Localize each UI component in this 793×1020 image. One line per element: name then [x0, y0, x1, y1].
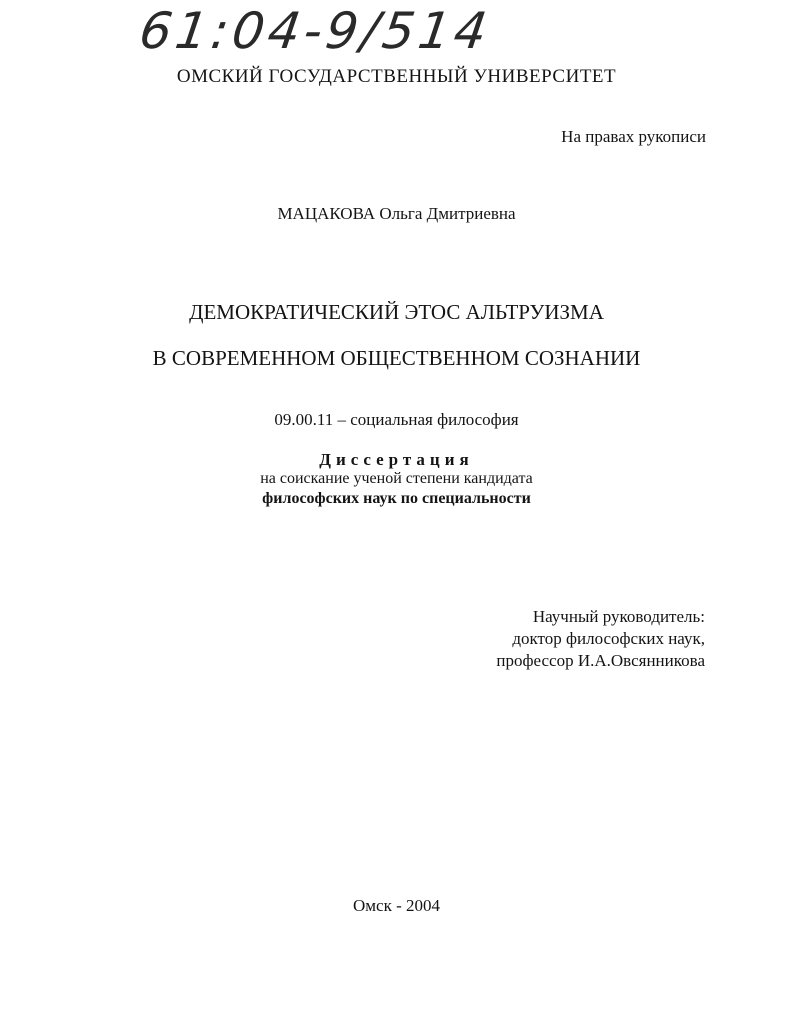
supervisor-name: профессор И.А.Овсянникова	[496, 651, 705, 670]
dissertation-title-line-2: В СОВРЕМЕННОМ ОБЩЕСТВЕННОМ СОЗНАНИИ	[152, 346, 641, 370]
specialty-code: 09.00.11 – социальная философия	[274, 410, 519, 429]
handwritten-archive-code: 61:04-9/514	[135, 2, 495, 60]
degree-line-1: на соискание ученой степени кандидата	[260, 470, 533, 487]
supervisor-label: Научный руководитель:	[532, 607, 705, 626]
dissertation-label: Диссертация	[319, 450, 474, 469]
degree-line-2: философских наук по специальности	[262, 490, 531, 507]
dissertation-title-line-1: ДЕМОКРАТИЧЕСКИЙ ЭТОС АЛЬТРУИЗМА	[189, 300, 604, 324]
city-year: Омск - 2004	[352, 896, 440, 915]
manuscript-rights-note: На правах рукописи	[561, 127, 706, 146]
author-name: МАЦАКОВА Ольга Дмитриевна	[277, 204, 516, 223]
supervisor-degree: доктор философских наук,	[512, 629, 705, 648]
supervisor-block	[496, 606, 705, 672]
university-name: ОМСКИЙ ГОСУДАРСТВЕННЫЙ УНИВЕРСИТЕТ	[176, 66, 617, 87]
